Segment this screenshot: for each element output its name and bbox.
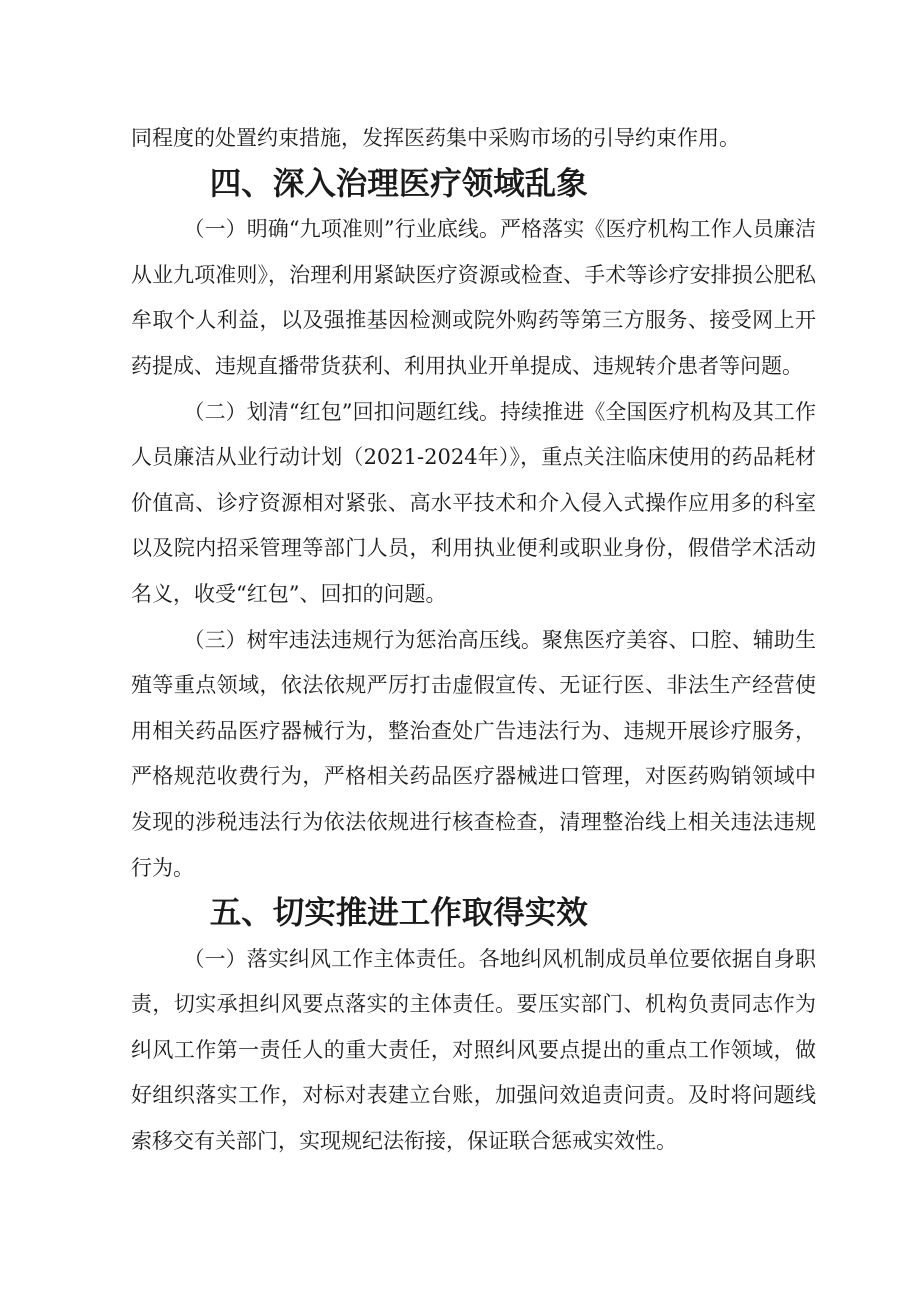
section-heading-5: 五、切实推进工作取得实效 bbox=[209, 895, 588, 932]
paragraph-4-3: （三）树牢违法违规行为惩治高压线。聚焦医疗美容、口腔、辅助生殖等重点领域，依法依规严厉打击虚假宣传、无证行医、非法生产经营使用相关药品医疗器械行为，整治查处广告违法行为、违规开展诊疗服务，严格规范收费行为，严格相关药品医疗器械进口管理，对医药购销领域中发现的涉税违法行为依法依规进行核查检查，清理整治线上相关违法违规行为。 bbox=[131, 627, 816, 880]
paragraph-4-2: （二）划清“红包”回扣问题红线。持续推进《全国医疗机构及其工作人员廉洁从业行动计划（2021-2024年）》，重点关注临床使用的药品耗材价值高、诊疗资源相对紧张、高水平技术和介入侵入式操作应用多的科室以及院内招采管理等部门人员，利用执业便利或职业身份，假借学术活动名义，收受“红包”、回扣的问题。 bbox=[131, 399, 816, 606]
paragraph-5-1: （一）落实纠风工作主体责任。各地纠风机制成员单位要依据自身职责，切实承担纠风要点落实的主体责任。要压实部门、机构负责同志作为纠风工作第一责任人的重大责任，对照纠风要点提出的重点工作领域，做好组织落实工作，对标对表建立台账，加强问效追责问责。及时将问题线索移交有关部门，实现规纪法衔接，保证联合惩戒实效性。 bbox=[131, 946, 816, 1154]
section-heading-4: 四、深入治理医疗领域乱象 bbox=[209, 165, 588, 202]
paragraph-continuation: 同程度的处置约束措施，发挥医药集中采购市场的引导约束作用。 bbox=[131, 126, 740, 150]
paragraph-4-1: （一）明确“九项准则”行业底线。严格落实《医疗机构工作人员廉洁从业九项准则》，治理利用紧缺医疗资源或检查、手术等诊疗安排损公肥私牟取个人利益，以及强推基因检测或院外购药等第三方服务、接受网上开药提成、违规直播带货获利、利用执业开单提成、违规转介患者等问题。 bbox=[131, 217, 816, 378]
